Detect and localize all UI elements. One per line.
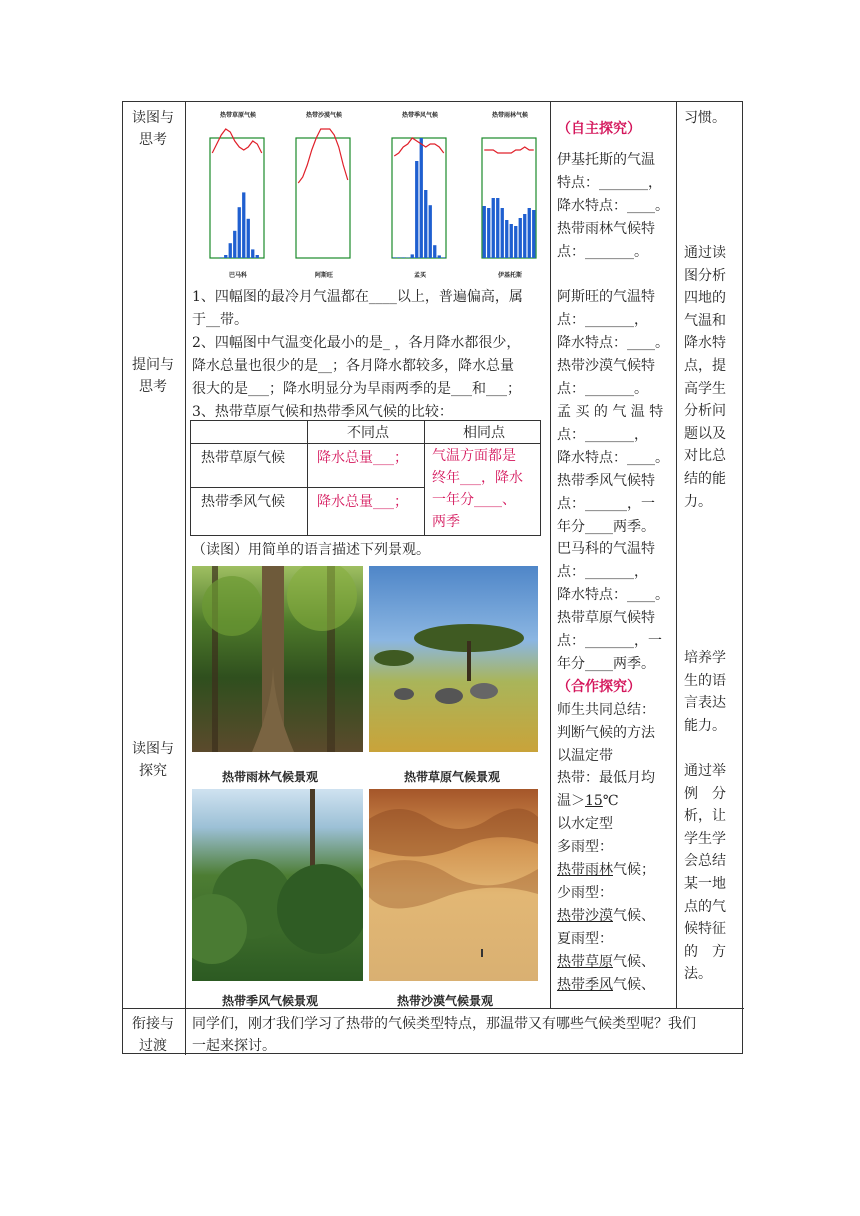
- question-1b: 于__带。: [192, 312, 248, 328]
- rain-bar: [242, 192, 245, 258]
- design-intent-line: 的 方: [684, 943, 726, 960]
- row-savanna: 热带草原气候: [201, 450, 285, 466]
- rain-bar: [397, 257, 400, 258]
- design-intent-line: 点的气: [684, 898, 726, 915]
- design-intent-line: 气温和: [684, 312, 726, 329]
- temp-line: [298, 129, 348, 183]
- row-monsoon: 热带季风气候: [201, 494, 285, 510]
- question-2a: 2、四幅图中气温变化最小的是_ ，各月降水都很少，: [192, 335, 521, 351]
- rain-bar: [220, 257, 223, 258]
- chart-title: 热带草原气候: [219, 112, 256, 119]
- design-intent-line: 学生学: [684, 830, 726, 847]
- rain-bar: [519, 218, 522, 258]
- temp-line: [394, 138, 444, 156]
- design-intent-b: [684, 242, 726, 513]
- climate-chart: [198, 110, 278, 280]
- rain-bar: [438, 255, 441, 258]
- chart-title: 热带雨林气候: [491, 112, 528, 119]
- design-intent-line: 析，让: [684, 808, 726, 825]
- col-divider-2: [550, 102, 551, 1008]
- chart-frame: [296, 138, 350, 258]
- header-diff: 不同点: [347, 425, 389, 441]
- col-divider-1: [185, 102, 186, 1008]
- design-intent-line: 力。: [684, 493, 712, 510]
- temp-line: [212, 129, 262, 153]
- monsoon-photo: [192, 789, 363, 981]
- rain-bar: [523, 214, 526, 258]
- design-intent-a: 习惯。: [684, 110, 726, 126]
- row-label-read-think: 读图与 思考: [132, 110, 174, 148]
- rain-bar: [501, 208, 504, 258]
- design-intent-line: 分析问: [684, 403, 726, 420]
- col-divider-3: [676, 102, 677, 1008]
- same-text: 气温方面都是 终年___，降水 一年分____、 两季: [432, 448, 523, 530]
- caption-rainforest: 热带雨林气候景观: [222, 770, 319, 784]
- rain-bar: [510, 224, 513, 258]
- rain-bar: [256, 255, 259, 258]
- rain-bar: [492, 198, 495, 258]
- row-label-ask-think: 提问与 思考: [132, 357, 174, 395]
- rain-bar: [393, 257, 396, 258]
- design-intent-line: 能力。: [684, 717, 726, 734]
- chart-title: 热带沙漠气候: [305, 112, 342, 119]
- rain-bar: [238, 207, 241, 258]
- design-intent-c: [684, 647, 726, 737]
- rain-bar: [487, 208, 490, 258]
- caption-savanna: 热带草原气候景观: [404, 770, 501, 784]
- diff-savanna: 降水总量___；: [317, 450, 408, 466]
- design-intent-line: 法。: [684, 966, 712, 983]
- chart-place: 巴马科: [228, 272, 247, 279]
- question-1a: 1、四幅图的最冷月气温都在____以上，普遍偏高，属: [192, 289, 523, 305]
- rainforest-photo: [192, 566, 363, 752]
- design-intent-line: 点，提: [684, 357, 726, 374]
- chart-place: 孟买: [413, 272, 426, 279]
- savanna-photo: [369, 566, 538, 752]
- rain-bar: [402, 257, 405, 258]
- chart-place: 伊基托斯: [497, 272, 522, 279]
- climate-chart: [380, 110, 460, 280]
- rain-bar: [505, 220, 508, 258]
- design-intent-line: 结的能: [684, 470, 726, 487]
- design-intent-line: 图分析: [684, 267, 726, 284]
- climate-chart: [284, 110, 364, 280]
- row-label-transition: 衔接与 过渡: [132, 1016, 174, 1054]
- rain-bar: [420, 138, 423, 258]
- question-2c: 很大的是___；降水明显分为旱雨两季的是___和___；: [192, 381, 521, 397]
- design-intent-line: 题以及: [684, 425, 726, 442]
- col-divider-bottom: [185, 1008, 186, 1055]
- rain-bar: [251, 249, 254, 258]
- design-intent-line: 培养学: [684, 650, 726, 666]
- rain-bar: [528, 208, 531, 258]
- comparison-table: [190, 420, 541, 536]
- rain-bar: [433, 245, 436, 258]
- design-intent-line: 言表达: [684, 695, 726, 712]
- rain-bar: [496, 198, 499, 258]
- rain-bar: [532, 210, 535, 258]
- rain-bar: [424, 190, 427, 258]
- chart-frame: [210, 138, 264, 258]
- design-intent-line: 某一地: [684, 875, 726, 892]
- question-3: 3、热带草原气候和热带季风气候的比较：: [192, 404, 453, 420]
- desert-photo: [369, 789, 538, 981]
- rain-bar: [514, 226, 517, 258]
- rain-bar: [229, 243, 232, 258]
- student-activity-column: （自主探究） 伊基托斯的气温 特点：_______， 降水特点：____。 热带雨林气候特 点：_______。 阿斯旺的气温特 点：_______， 降水特点：____。 热带沙漠气候特 点：_______。 孟 买 的 气 温 特 点：_______， 降水特点：____。 热带季风气候特 点：______，一 年分____两季。 巴马科的气温特 点：_______， 降水特点：____。 热带草原气候特 点：_______，一 年分____两季。 （合作探究） 师生共同总结： 判断气候的方法 以温定带 热带：最低月均 温＞15℃ 以水定型 多雨型： 热带雨林气候； 少雨型： 热带沙漠气候、 夏雨型： 热带草原气候、 热带季风气候、: [557, 121, 669, 993]
- rain-bar: [415, 161, 418, 258]
- rain-bar: [429, 205, 432, 258]
- chart-frame: [392, 138, 446, 258]
- row-label-read-explore: 读图与 探究: [132, 741, 174, 779]
- design-intent-line: 通过举: [684, 763, 726, 779]
- transition-text: 同学们，刚才我们学习了热带的气候类型特点，那温带又有哪些气候类型呢？我们 一起来探讨。: [192, 1016, 696, 1054]
- design-intent-line: 对比总: [684, 448, 726, 465]
- design-intent-line: 会总结: [684, 853, 726, 870]
- temp-line: [484, 147, 534, 153]
- design-intent-line: 降水特: [684, 335, 726, 352]
- design-intent-line: 四地的: [684, 290, 726, 307]
- rain-bar: [411, 254, 414, 258]
- rain-bar: [247, 219, 250, 258]
- header-same: 相同点: [463, 425, 505, 441]
- design-intent-line: 通过读: [684, 245, 726, 261]
- design-intent-line: 例 分: [684, 785, 726, 802]
- chart-title: 热带季风气候: [401, 112, 438, 119]
- design-intent-line: 生的语: [684, 672, 726, 689]
- diff-monsoon: 降水总量___；: [317, 494, 408, 510]
- climate-chart: [470, 110, 550, 280]
- question-2b: 降水总量也很少的是__；各月降水都较多，降水总量: [192, 358, 514, 374]
- rain-bar: [483, 206, 486, 258]
- design-intent-d: [684, 760, 726, 986]
- caption-monsoon: 热带季风气候景观: [222, 994, 319, 1008]
- design-intent-line: 高学生: [684, 380, 726, 397]
- rain-bar: [224, 255, 227, 258]
- caption-desert: 热带沙漠气候景观: [397, 994, 494, 1008]
- rain-bar: [233, 231, 236, 258]
- rain-bar: [442, 257, 445, 258]
- design-intent-line: 候特征: [684, 921, 726, 938]
- landscape-intro: （读图）用简单的语言描述下列景观。: [192, 542, 430, 558]
- chart-place: 阿斯旺: [314, 272, 333, 279]
